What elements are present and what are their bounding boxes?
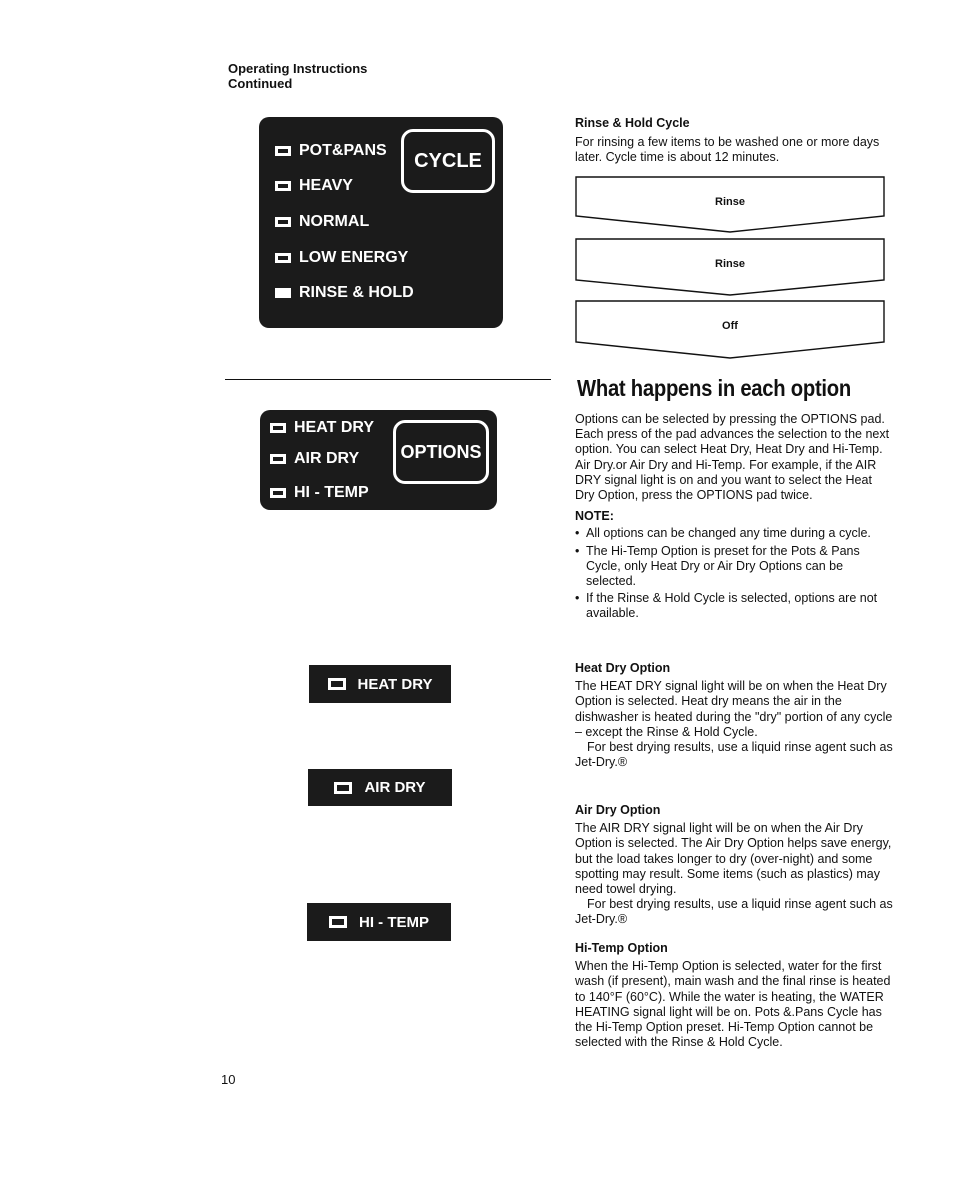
indicator-label: HI - TEMP — [359, 913, 429, 931]
cycle-item-rinse-hold — [275, 284, 414, 302]
list-item: • All options can be changed any time during a cycle. — [575, 526, 890, 541]
section-heading: Heat Dry Option — [575, 661, 671, 675]
option-item-hi-temp — [270, 484, 369, 502]
header-subtitle: Continued — [228, 76, 293, 91]
section-heading: Hi-Temp Option — [575, 941, 668, 955]
indicator-light-icon — [275, 217, 291, 227]
divider — [225, 379, 551, 380]
flow-step-label: Rinse — [715, 196, 745, 208]
rinse-hold-section — [575, 116, 895, 166]
options-pad — [393, 420, 489, 484]
indicator-light-icon — [275, 253, 291, 263]
indicator-light-on-icon — [275, 288, 291, 298]
flow-step — [575, 300, 885, 360]
cycle-item-heavy — [275, 177, 353, 195]
options-intro-section — [575, 412, 890, 624]
air-dry-section — [575, 803, 895, 928]
list-item: • If the Rinse & Hold Cycle is selected, options are not available. — [575, 591, 890, 621]
section-text: When the Hi-Temp Option is selected, water for the first wash (if present), main wash and the final rinse is heated to 140°F (60°C). While the water is heating, the WATER HEATING signal light will be on. Pots &.Pans Cycle has the Hi-Temp Option preset. Hi-Temp Option cannot be selected with the Rinse & Hold Cycle. — [575, 959, 891, 1050]
indicator-label: AIR DRY — [364, 779, 426, 796]
options-title: What happens in each option — [577, 375, 851, 401]
hi-temp-indicator — [307, 903, 451, 941]
section-text: The AIR DRY signal light will be on when the Air Dry Option is selected. The Air Dry Option helps save energy, but the load takes longer to dry (over-night) and some spotting may result. Some items (such as plastics) may need towel drying. — [575, 821, 892, 897]
cycle-item-label: LOW ENERGY — [299, 249, 409, 266]
air-dry-indicator — [308, 769, 452, 806]
cycle-item-label: HEAVY — [299, 177, 353, 194]
cycle-item-label: RINSE & HOLD — [299, 284, 414, 301]
cycle-item-label: NORMAL — [299, 213, 370, 230]
option-item-heat-dry — [270, 419, 374, 437]
options-pad-label: OPTIONS — [400, 441, 482, 462]
hi-temp-section — [575, 941, 895, 1050]
flow-step-label: Rinse — [715, 258, 745, 270]
cycle-item-low-energy — [275, 249, 408, 267]
indicator-light-icon — [275, 146, 291, 156]
option-item-label: HI - TEMP — [294, 484, 369, 501]
section-heading: Air Dry Option — [575, 803, 661, 817]
section-tip: For best drying results, use a liquid rinse agent such as Jet-Dry.® — [575, 897, 893, 927]
header-title: Operating Instructions — [228, 61, 368, 76]
flow-step-label: Off — [722, 320, 738, 332]
page-number: 10 — [221, 1072, 236, 1087]
notes-list — [575, 526, 890, 621]
page-header — [228, 61, 367, 91]
section-text: For rinsing a few items to be washed one or more days later. Cycle time is about 12 minutes. — [575, 135, 880, 165]
indicator-light-icon — [275, 181, 291, 191]
cycle-item-label: POT&PANS — [299, 142, 387, 159]
section-text: The HEAT DRY signal light will be on when the Heat Dry Option is selected. Heat dry means the air in the dishwasher is heated during the "dry" portion of any cycle – except the Rinse & Hold Cycle. — [575, 679, 893, 739]
heat-dry-section — [575, 661, 895, 770]
cycle-item-normal — [275, 213, 369, 231]
option-item-label: HEAT DRY — [294, 419, 374, 436]
list-item: • The Hi-Temp Option is preset for the Pots & Pans Cycle, only Heat Dry or Air Dry Options can be selected. — [575, 544, 890, 590]
flow-step — [575, 176, 885, 234]
cycle-pad-label: CYCLE — [414, 149, 482, 172]
indicator-light-icon — [329, 916, 347, 928]
cycle-pad — [401, 129, 495, 193]
indicator-light-icon — [328, 678, 346, 690]
options-panel — [260, 410, 497, 510]
note-label: NOTE: — [575, 509, 614, 524]
indicator-light-icon — [334, 782, 352, 794]
cycle-panel — [259, 117, 503, 328]
indicator-light-icon — [270, 454, 286, 464]
indicator-light-icon — [270, 488, 286, 498]
section-tip: For best drying results, use a liquid rinse agent such as Jet-Dry.® — [575, 740, 893, 770]
indicator-label: HEAT DRY — [357, 675, 433, 693]
heat-dry-indicator — [309, 665, 451, 703]
option-item-label: AIR DRY — [294, 450, 360, 467]
cycle-item-pot-pans — [275, 142, 387, 160]
flow-step — [575, 238, 885, 296]
indicator-light-icon — [270, 423, 286, 433]
options-intro: Options can be selected by pressing the OPTIONS pad. Each press of the pad advances the selection to the next option. You can select Heat Dry, Heat Dry and Hi-Temp. Air Dry.or Air Dry and Hi-Temp. For example, if the AIR DRY signal light is on and you want to select the Heat Dry Option, press the OPTIONS pad twice. — [575, 412, 890, 503]
section-heading: Rinse & Hold Cycle — [575, 116, 690, 130]
option-item-air-dry — [270, 450, 359, 468]
